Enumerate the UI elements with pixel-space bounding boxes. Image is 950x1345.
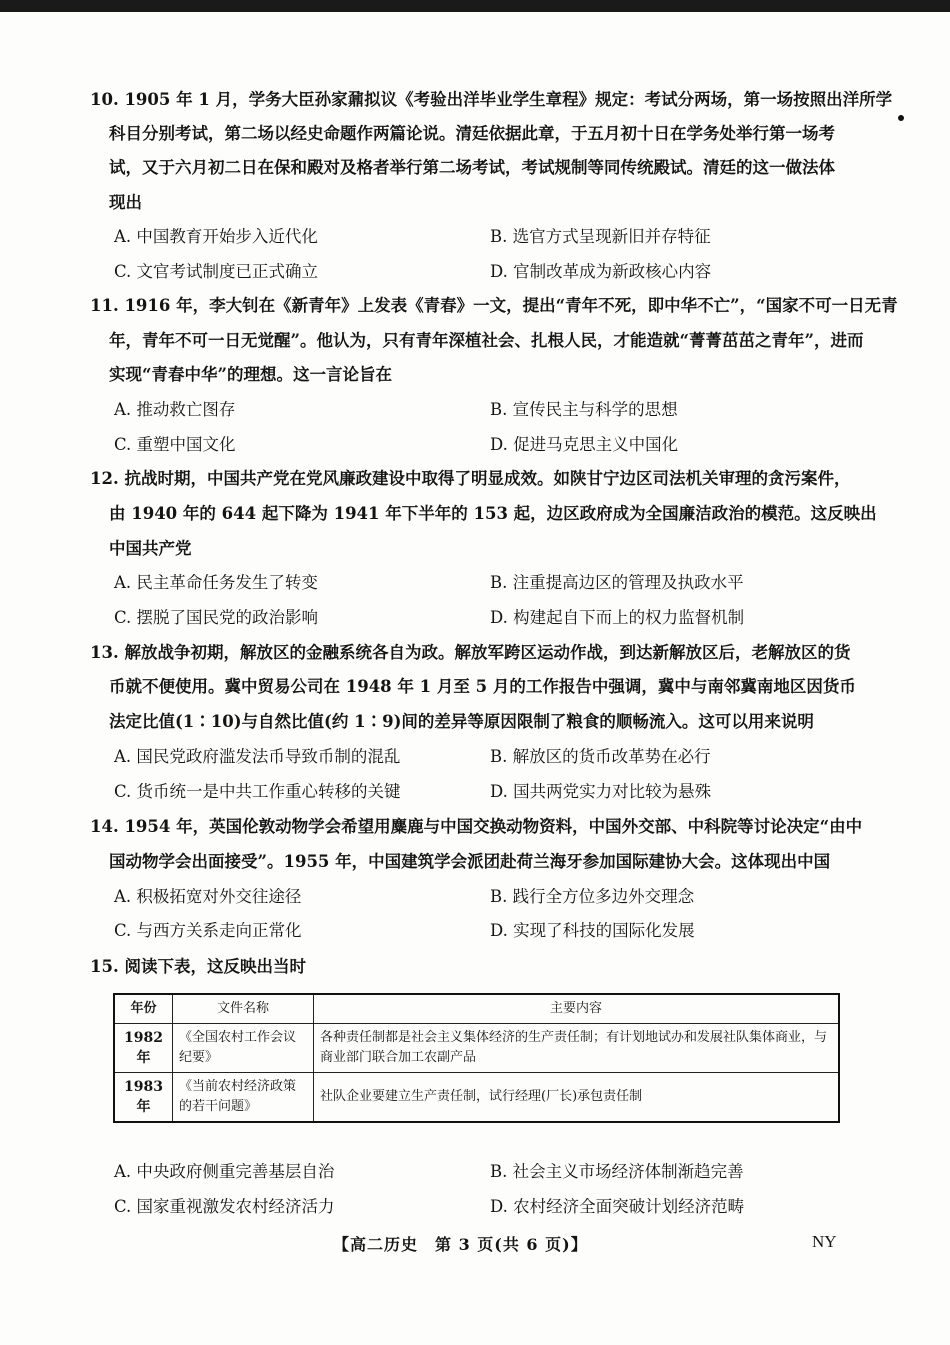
table-header-doc-name: 文件名称 (173, 994, 314, 1024)
q10-line-2: 科目分别考试，第二场以经史命题作两篇论说。清廷依据此章，于五月初十日在学务处举行第一场考 (109, 124, 835, 143)
q12-option-b: B. 注重提高边区的管理及执政水平 (490, 573, 744, 592)
footer-code: NY (812, 1232, 837, 1251)
q12-line-3: 中国共产党 (109, 539, 192, 558)
q10-line-3: 试，又于六月初二日在保和殿对及格者举行第二场考试，考试规制等同传统殿试。清廷的这一做法体 (109, 158, 835, 177)
q15-line-1: 15. 阅读下表，这反映出当时 (90, 957, 306, 976)
q13-line-3: 法定比值(1∶10)与自然比值(约 1∶9)间的差异等原因限制了粮食的顺畅流入。这可以用来说明 (109, 712, 814, 731)
q12-option-d: D. 构建起自下而上的权力监督机制 (490, 608, 745, 627)
table-cell-content: 社队企业要建立生产责任制，试行经理(厂长)承包责任制 (314, 1073, 840, 1123)
q14-option-a: A. 积极拓宽对外交往途径 (114, 887, 302, 906)
q10-option-a: A. 中国教育开始步入近代化 (114, 227, 318, 246)
table-cell-year: 1983 年 (114, 1073, 173, 1123)
q10-line-4: 现出 (109, 193, 142, 212)
q13-option-b: B. 解放区的货币改革势在必行 (490, 747, 711, 766)
page-footer (0, 1232, 950, 1256)
q14-line-1: 14. 1954 年，英国伦敦动物学会希望用麋鹿与中国交换动物资料，中国外交部、中科院等讨论决定“由中 (90, 817, 863, 836)
q13-option-d: D. 国共两党实力对比较为悬殊 (490, 782, 712, 801)
table-row (114, 1024, 839, 1073)
q11-option-d: D. 促进马克思主义中国化 (490, 435, 679, 454)
table-cell-content: 各种责任制都是社会主义集体经济的生产责任制；有计划地试办和发展社队集体商业，与商业部门联合加工农副产品 (314, 1024, 840, 1073)
q11-line-3: 实现“青春中华”的理想。这一言论旨在 (109, 365, 392, 384)
table-header-content: 主要内容 (314, 994, 840, 1024)
q13-line-2: 币就不便使用。冀中贸易公司在 1948 年 1 月至 5 月的工作报告中强调，冀中与南邻冀南地区因货币 (109, 677, 856, 696)
policy-table (113, 993, 840, 1123)
q11-line-1: 11. 1916 年，李大钊在《新青年》上发表《青春》一文，提出“青年不死，即中华不亡”，“国家不可一日无青 (90, 296, 898, 315)
q11-option-a: A. 推动救亡图存 (114, 400, 236, 419)
q12-option-c: C. 摆脱了国民党的政治影响 (114, 608, 319, 627)
q10-line-1: 10. 1905 年 1 月，学务大臣孙家鼐拟议《考验出洋毕业学生章程》规定：考试分两场，第一场按照出洋所学 (90, 90, 893, 109)
q10-option-d: D. 官制改革成为新政核心内容 (490, 262, 712, 281)
q10-option-c: C. 文官考试制度已正式确立 (114, 262, 319, 281)
table-header-row (114, 994, 839, 1024)
q13-line-1: 13. 解放战争初期，解放区的金融系统各自为政。解放军跨区运动作战，到达新解放区后，老解放区的货 (90, 643, 851, 662)
q15-option-d: D. 农村经济全面突破计划经济范畴 (490, 1197, 745, 1216)
q15-option-b: B. 社会主义市场经济体制渐趋完善 (490, 1162, 744, 1181)
footer-page-info: 【高二历史 第 3 页(共 6 页)】 (333, 1235, 588, 1254)
q13-option-c: C. 货币统一是中共工作重心转移的关键 (114, 782, 401, 801)
q14-line-2: 国动物学会出面接受”。1955 年，中国建筑学会派团赴荷兰海牙参加国际建协大会。这体现出中国 (109, 852, 831, 871)
q11-option-c: C. 重塑中国文化 (114, 435, 236, 454)
q15-option-c: C. 国家重视激发农村经济活力 (114, 1197, 335, 1216)
q14-option-d: D. 实现了科技的国际化发展 (490, 921, 695, 940)
q14-option-b: B. 践行全方位多边外交理念 (490, 887, 695, 906)
table-header-year: 年份 (114, 994, 173, 1024)
table-row (114, 1073, 839, 1123)
q10-option-b: B. 选官方式呈现新旧并存特征 (490, 227, 711, 246)
table-cell-year: 1982 年 (114, 1024, 173, 1073)
q12-option-a: A. 民主革命任务发生了转变 (114, 573, 318, 592)
table-cell-doc-name: 《全国农村工作会议纪要》 (173, 1024, 314, 1073)
q15-option-a: A. 中央政府侧重完善基层自治 (114, 1162, 335, 1181)
table-cell-doc-name: 《当前农村经济政策的若干问题》 (173, 1073, 314, 1123)
q11-line-2: 年，青年不可一日无觉醒”。他认为，只有青年深植社会、扎根人民，才能造就“菁菁茁茁之青年”，进而 (109, 331, 864, 350)
q12-line-2: 由 1940 年的 644 起下降为 1941 年下半年的 153 起，边区政府成为全国廉洁政治的模范。这反映出 (109, 504, 877, 523)
q13-option-a: A. 国民党政府滥发法币导致币制的混乱 (114, 747, 401, 766)
q14-option-c: C. 与西方关系走向正常化 (114, 921, 302, 940)
q12-line-1: 12. 抗战时期，中国共产党在党风廉政建设中取得了明显成效。如陕甘宁边区司法机关审理的贪污案件， (90, 469, 851, 488)
q11-option-b: B. 宣传民主与科学的思想 (490, 400, 678, 419)
